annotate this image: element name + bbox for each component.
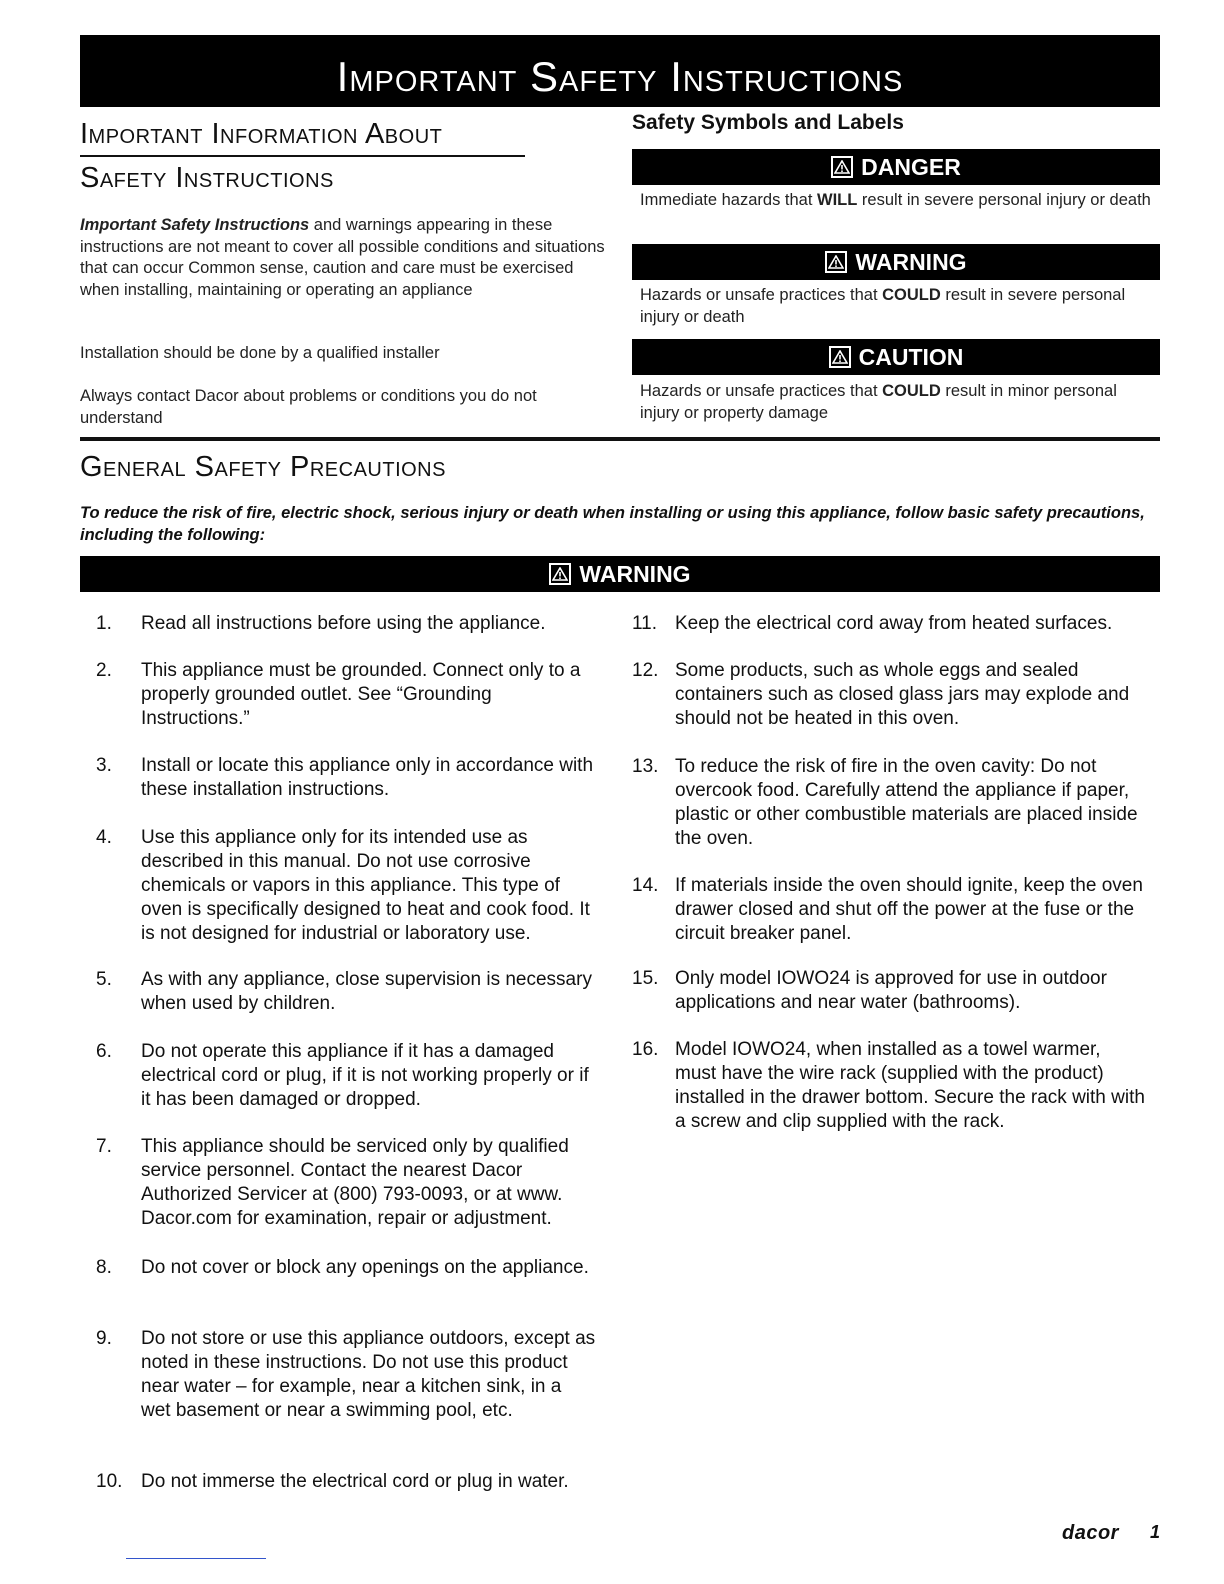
info-paragraph-3: Always contact Dacor about problems or conditions you do not understand [80, 387, 537, 427]
list-item-number: 4. [96, 827, 112, 848]
list-item-number: 13. [632, 756, 659, 777]
list-item-text: This appliance must be grounded. Connect only to a properly grounded outlet. See “Grounding Instructions.” [141, 660, 581, 729]
list-item-number: 16. [632, 1039, 659, 1060]
list-item-number: 5. [96, 969, 112, 990]
list-item-text: Keep the electrical cord away from heated surfaces. [675, 613, 1113, 634]
section-heading-general: General Safety Precautions [80, 451, 446, 483]
info-paragraph-1-text: and warnings appearing in these instructions are not meant to cover all possible conditions and situations that can occur Common sense, caution and care must be exercised when installing, maintaining or operating an appliance [80, 216, 605, 299]
list-item-text: Use this appliance only for its intended use as described in this manual. Do not use corrosive chemicals or vapors in this appliance. This type of oven is specifically designed to heat and cook food. It is not designed for industrial or laboratory use. [141, 827, 590, 944]
list-item-number: 15. [632, 968, 659, 989]
warning-description [640, 285, 1155, 328]
info-paragraph-1-bold: Important Safety Instructions [80, 216, 310, 234]
danger-description [640, 190, 1155, 212]
caution-desc-post: result in minor personal injury or property damage [640, 382, 1117, 422]
info-paragraph-2: Installation should be done by a qualified installer [80, 344, 440, 362]
caution-label-text: CAUTION [858, 343, 964, 370]
page-title: Important Safety Instructions [80, 35, 1160, 107]
list-item-text: Only model IOWO24 is approved for use in outdoor applications and near water (bathrooms). [675, 968, 1107, 1013]
info-paragraph-1 [80, 215, 605, 301]
general-warning-label [80, 556, 1160, 592]
list-item-number: 8. [96, 1257, 112, 1278]
list-item-text: Some products, such as whole eggs and sealed containers such as closed glass jars may explode and should not be heated in this oven. [675, 660, 1130, 729]
warning-triangle-icon [825, 251, 847, 273]
list-item-text: Do not cover or block any openings on the appliance. [141, 1257, 589, 1278]
dacor-logo: dacor [1062, 1522, 1119, 1544]
list-item-number: 2. [96, 660, 112, 681]
danger-desc-bold: WILL [817, 191, 858, 209]
list-item-text: Do not immerse the electrical cord or plug in water. [141, 1471, 569, 1492]
warning-desc-post: result in severe personal injury or death [640, 286, 1126, 326]
warning-triangle-icon [829, 346, 851, 368]
danger-label [632, 149, 1160, 185]
list-item-number: 14. [632, 875, 659, 896]
section-divider [80, 437, 1160, 441]
footer-link-line [126, 1558, 266, 1559]
caution-description [640, 381, 1155, 424]
danger-desc-pre: Immediate hazards that [640, 191, 818, 209]
list-item-number: 9. [96, 1328, 112, 1349]
list-item-number: 12. [632, 660, 659, 681]
caution-desc-bold: COULD [882, 382, 941, 400]
list-item-text: Read all instructions before using the appliance. [141, 613, 546, 634]
list-item-text: If materials inside the oven should ignite, keep the oven drawer closed and shut off the power at the fuse or the circuit breaker panel. [675, 875, 1143, 944]
warning-desc-pre: Hazards or unsafe practices that [640, 286, 883, 304]
list-item-number: 3. [96, 755, 112, 776]
list-item-text: Do not store or use this appliance outdoors, except as noted in these instructions. Do not use this product near water – for example, near a kitchen sink, in a wet basement or near a swimming pool, etc. [141, 1328, 596, 1421]
general-warning-label-text: WARNING [579, 560, 691, 587]
list-item-text: This appliance should be serviced only by qualified service personnel. Contact the nearest Dacor Authorized Servicer at (800) 793-0093, or at www. Dacor.com for examination, repair or adjustment. [141, 1136, 569, 1229]
list-item-text: Install or locate this appliance only in accordance with these installation instructions. [141, 755, 594, 800]
danger-desc-post: result in severe personal injury or death [857, 191, 1151, 209]
list-item-number: 10. [96, 1471, 123, 1492]
list-item-text: As with any appliance, close supervision is necessary when used by children. [141, 969, 592, 1014]
danger-label-text: DANGER [861, 153, 961, 180]
caution-label [632, 339, 1160, 375]
warning-label-text: WARNING [855, 248, 967, 275]
list-item-number: 7. [96, 1136, 112, 1157]
warning-triangle-icon [549, 563, 571, 585]
safety-symbols-heading: Safety Symbols and Labels [632, 111, 904, 134]
general-intro: To reduce the risk of fire, electric shock, serious injury or death when installing or using this appliance, follow basic safety precautions, including the following: [80, 504, 1145, 544]
section-heading-info-line1: Important Information About [80, 113, 525, 157]
caution-desc-pre: Hazards or unsafe practices that [640, 382, 883, 400]
warning-label [632, 244, 1160, 280]
list-item-number: 6. [96, 1041, 112, 1062]
warning-triangle-icon [831, 156, 853, 178]
list-item-number: 1. [96, 613, 112, 634]
page-number: 1 [1150, 1522, 1161, 1542]
list-item-text: Model IOWO24, when installed as a towel warmer, must have the wire rack (supplied with the product) installed in the drawer bottom. Secure the rack with with a screw and clip supplied with the rack. [675, 1039, 1145, 1132]
list-item-text: To reduce the risk of fire in the oven cavity: Do not overcook food. Carefully attend the appliance if paper, plastic or other combustible materials are placed inside the oven. [675, 756, 1138, 849]
list-item-text: Do not operate this appliance if it has a damaged electrical cord or plug, if it is not working properly or if it has been damaged or dropped. [141, 1041, 589, 1110]
list-item-number: 11. [632, 613, 658, 634]
section-heading-info-line2: Safety Instructions [80, 162, 334, 194]
warning-desc-bold: COULD [882, 286, 941, 304]
